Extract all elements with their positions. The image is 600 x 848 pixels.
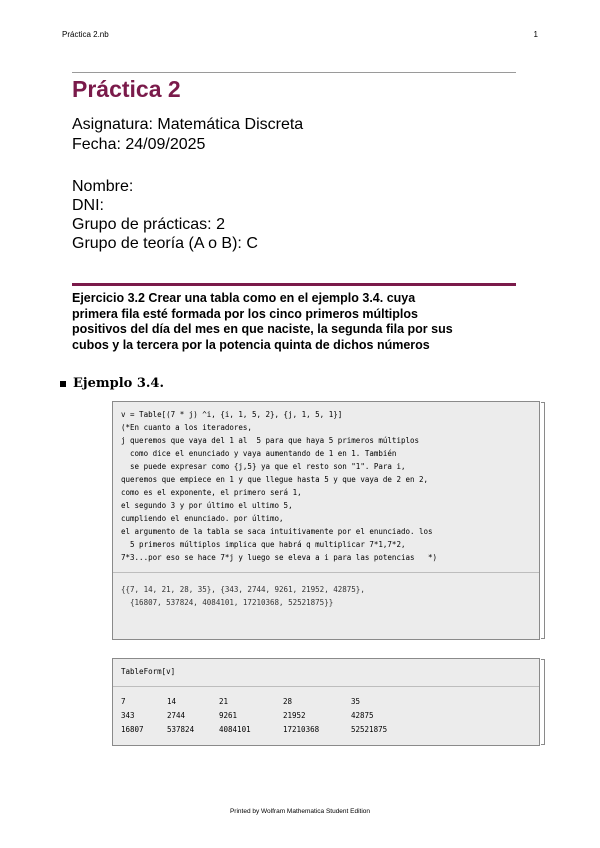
code-line: 5 primeros múltiplos implica que habrá q multiplicar 7*1,7*2,	[121, 540, 406, 549]
cell-bracket[interactable]	[541, 402, 545, 639]
field-name: Nombre:	[72, 178, 134, 195]
output-line: {{7, 14, 21, 28, 35}, {343, 2744, 9261, 21952, 42875},	[121, 585, 365, 594]
square-bullet-icon	[60, 381, 66, 387]
code-line: se puede expresar como {j,5} ya que el resto son "1". Para i,	[121, 462, 406, 471]
code-line: v = Table[(7 * j) ^i, {i, 1, 5, 2}, {j, 1, 5, 1}]	[121, 410, 343, 419]
footer-note: Printed by Wolfram Mathematica Student Edition	[229, 808, 371, 815]
section-divider	[72, 283, 516, 286]
subsection-heading[interactable]	[60, 376, 164, 391]
input-cell-table[interactable]	[112, 401, 540, 640]
date-line: Fecha: 24/09/2025	[72, 136, 206, 153]
input-cell-tableform[interactable]	[112, 658, 540, 746]
tableform-output[interactable]	[121, 695, 531, 736]
output-separator	[113, 686, 539, 687]
table-cell: 42875	[351, 711, 374, 720]
table-cell: 35	[351, 697, 361, 706]
table-cell: 52521875	[351, 725, 388, 734]
exercise-line: cubos y la tercera por la potencia quinta de dichos números	[72, 337, 430, 352]
subject-line: Asignatura: Matemática Discreta	[72, 116, 304, 133]
subtitle	[72, 115, 303, 155]
page-number: 1	[533, 30, 538, 39]
table-cell: 4084101	[219, 725, 251, 734]
output-cell[interactable]	[121, 583, 531, 609]
code-line: cumpliendo el enunciado. por último,	[121, 514, 284, 523]
student-fields	[72, 177, 258, 253]
subsection-label: Ejemplo 3.4.	[73, 376, 165, 391]
code-line: el argumento de la tabla se saca intuitivamente por el enunciado. los	[121, 527, 433, 536]
output-separator	[113, 572, 539, 573]
table-cell: 16807	[121, 725, 144, 734]
table-cell: 343	[121, 711, 135, 720]
code-line: como es el exponente, el primero será 1,	[121, 488, 302, 497]
exercise-statement	[72, 291, 516, 353]
exercise-line: Ejercicio 3.2 Crear una tabla como en el ejemplo 3.4. cuya	[72, 291, 416, 305]
table-cell: 537824	[167, 725, 195, 734]
code-line: 7*3...por eso se hace 7*j y luego se eleva a i para las potencias *)	[121, 553, 438, 562]
exercise-line: primera fila esté formada por los cinco primeros múltiplos	[72, 306, 418, 321]
table-cell: 21	[219, 697, 229, 706]
code-line: queremos que empiece en 1 y que llegue hasta 5 y que vaya de 2 en 2,	[121, 475, 429, 484]
code-line: como dice el enunciado y vaya aumentando de 1 en 1. También	[121, 449, 397, 458]
table-cell: 17210368	[283, 725, 320, 734]
code-line: (*En cuanto a los iteradores,	[121, 423, 252, 432]
code-line: el segundo 3 y por último el ultimo 5,	[121, 501, 293, 510]
filename: Práctica 2.nb	[62, 30, 109, 39]
table-cell: 14	[167, 697, 177, 706]
field-theory-group: Grupo de teoría (A o B): C	[72, 235, 258, 252]
code-line: j queremos que vaya del 1 al 5 para que haya 5 primeros múltiplos	[121, 436, 420, 445]
table-cell: 9261	[219, 711, 238, 720]
page-header	[62, 30, 538, 39]
top-divider	[72, 72, 516, 73]
field-practice-group: Grupo de prácticas: 2	[72, 216, 225, 233]
exercise-line: positivos del día del mes en que naciste, la segunda fila por sus	[72, 322, 453, 336]
table-cell: 2744	[167, 711, 186, 720]
output-line: {16807, 537824, 4084101, 17210368, 52521875}}	[121, 598, 334, 607]
cell-bracket[interactable]	[541, 659, 545, 745]
table-cell: 21952	[283, 711, 306, 720]
table-cell: 28	[283, 697, 293, 706]
page-title: Práctica 2	[72, 76, 181, 102]
code-line: TableForm[v]	[121, 667, 176, 676]
field-dni: DNI:	[72, 197, 104, 214]
table-cell: 7	[121, 697, 126, 706]
